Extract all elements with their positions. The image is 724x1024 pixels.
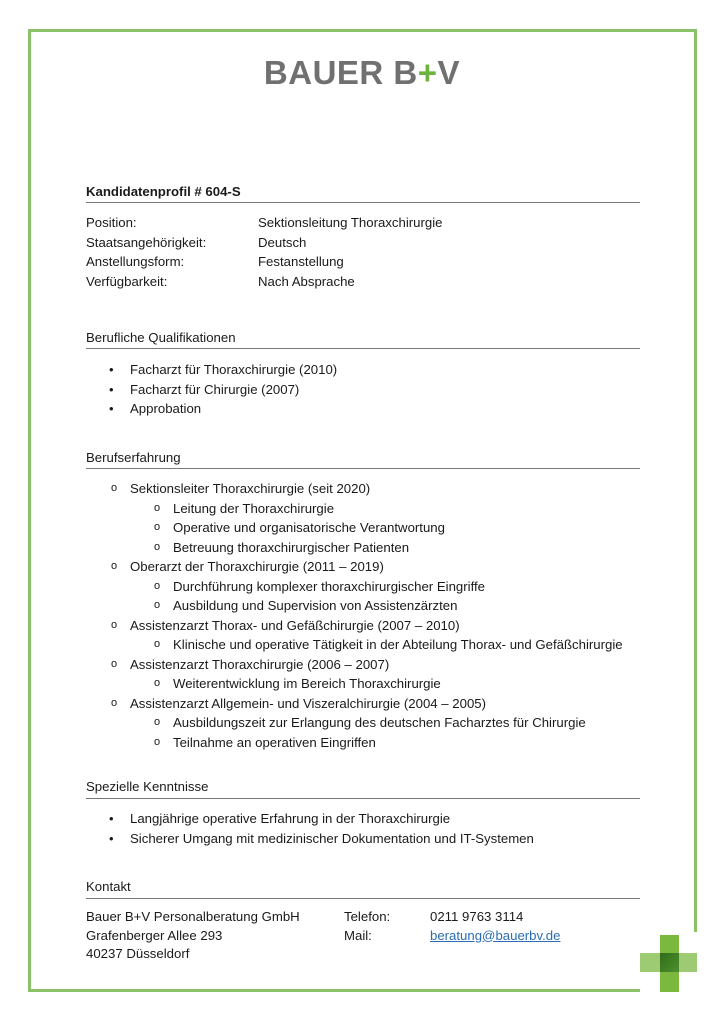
field-value: Festanstellung [258, 254, 344, 269]
profile-title: Kandidatenprofil # 604-S [86, 184, 241, 199]
logo-plus-icon: + [417, 54, 438, 91]
list-item-text: Ausbildungszeit zur Erlangung des deutschen Facharztes für Chirurgie [173, 715, 586, 730]
field-availability [86, 272, 640, 292]
bullet-circle-icon: o [111, 482, 118, 494]
logo-text-left: BAUER B [263, 54, 418, 91]
bullet-circle-icon: o [111, 657, 118, 670]
field-value: Nach Absprache [258, 273, 355, 289]
experience-position [86, 557, 646, 577]
bullet-disc-icon: • [109, 362, 114, 377]
experience-detail [86, 538, 646, 558]
experience-detail [86, 577, 646, 597]
phone-number: 0211 9763 3114 [430, 909, 524, 924]
list-item-text: Betreuung thoraxchirurgischer Patienten [173, 539, 410, 555]
phone-label: Telefon: [344, 909, 391, 924]
bullet-circle-icon: o [154, 599, 161, 611]
frame-border-left [28, 29, 31, 992]
bullet-circle-icon: o [154, 735, 161, 748]
list-item-text: Sektionsleiter Thoraxchirurgie (seit 2020) [130, 481, 371, 496]
cross-center [660, 953, 679, 972]
field-position [86, 213, 640, 233]
skills-divider [86, 798, 640, 799]
experience-detail [86, 713, 646, 733]
bullet-circle-icon: o [154, 677, 161, 689]
list-item-text: Oberarzt der Thoraxchirurgie (2011 – 2019) [130, 559, 384, 574]
list-item-text: Approbation [130, 401, 202, 416]
list-item-text: Assistenzarzt Thorax- und Gefäßchirurgie (2007 – 2010) [130, 617, 460, 633]
bullet-circle-icon: o [111, 696, 118, 709]
list-item-text: Langjährige operative Erfahrung in der Thoraxchirurgie [130, 811, 451, 826]
bullet-circle-icon: o [154, 501, 161, 514]
list-item [86, 399, 646, 419]
contact-heading: Kontakt [86, 879, 131, 894]
list-item-text: Assistenzarzt Allgemein- und Viszeralchirurgie (2004 – 2005) [130, 695, 487, 711]
skills-list [86, 809, 646, 848]
list-item-text: Facharzt für Thoraxchirurgie (2010) [130, 362, 338, 377]
list-item-text: Operative und organisatorische Verantwortung [173, 520, 445, 535]
list-item-text: Weiterentwicklung im Bereich Thoraxchirurgie [173, 676, 441, 691]
bullet-circle-icon: o [154, 716, 161, 728]
field-nationality [86, 233, 640, 253]
contact-company: Bauer B+V Personalberatung GmbH [86, 909, 300, 924]
frame-border-right [694, 29, 697, 932]
experience-detail [86, 674, 646, 694]
list-item-text: Teilnahme an operativen Eingriffen [173, 734, 376, 750]
logo-text-right: V [437, 54, 461, 91]
qualifications-list [86, 360, 646, 419]
list-item [86, 809, 646, 829]
field-label: Anstellungsform: [86, 254, 185, 269]
bullet-circle-icon: o [154, 638, 161, 650]
field-label: Staatsangehörigkeit: [86, 234, 207, 250]
qualifications-divider [86, 348, 640, 349]
experience-position [86, 479, 646, 499]
experience-list [86, 479, 646, 752]
mail-link[interactable]: beratung@bauerbv.de [430, 927, 561, 943]
bullet-circle-icon: o [111, 560, 118, 572]
frame-border-top [28, 29, 697, 32]
list-item-text: Durchführung komplexer thoraxchirurgischer Eingriffe [173, 578, 486, 594]
experience-detail [86, 635, 646, 655]
bullet-disc-icon: • [109, 401, 114, 416]
list-item-text: Facharzt für Chirurgie (2007) [130, 381, 300, 397]
contact-divider [86, 898, 640, 899]
experience-detail [86, 499, 646, 519]
field-value: Deutsch [258, 234, 307, 250]
bullet-circle-icon: o [154, 579, 161, 592]
field-employment-type [86, 252, 640, 272]
list-item [86, 829, 646, 849]
experience-position [86, 694, 646, 714]
bullet-disc-icon: • [109, 811, 114, 826]
bullet-circle-icon: o [154, 521, 161, 533]
bullet-circle-icon: o [111, 618, 118, 631]
mail-label: Mail: [344, 927, 372, 943]
experience-position [86, 655, 646, 675]
bullet-circle-icon: o [154, 540, 161, 553]
bullet-disc-icon: • [109, 830, 114, 846]
list-item [86, 380, 646, 400]
experience-heading: Berufserfahrung [86, 450, 181, 465]
experience-detail [86, 518, 646, 538]
list-item [86, 360, 646, 380]
contact-city: 40237 Düsseldorf [86, 946, 190, 961]
list-item-text: Klinische und operative Tätigkeit in der Abteilung Thorax- und Gefäßchirurgie [173, 637, 623, 652]
title-divider [86, 202, 640, 203]
field-label: Position: [86, 215, 137, 230]
profile-fields [86, 213, 640, 291]
contact-street: Grafenberger Allee 293 [86, 927, 223, 943]
experience-position [86, 616, 646, 636]
company-logo [0, 54, 724, 92]
field-label: Verfügbarkeit: [86, 273, 168, 289]
experience-detail [86, 596, 646, 616]
experience-detail [86, 733, 646, 753]
experience-divider [86, 468, 640, 469]
frame-border-bottom [28, 989, 640, 992]
list-item-text: Sicherer Umgang mit medizinischer Dokumentation und IT-Systemen [130, 830, 534, 846]
field-value: Sektionsleitung Thoraxchirurgie [258, 215, 443, 230]
skills-heading: Spezielle Kenntnisse [86, 779, 209, 794]
bullet-disc-icon: • [109, 381, 114, 397]
qualifications-heading: Berufliche Qualifikationen [86, 330, 236, 345]
list-item-text: Assistenzarzt Thoraxchirurgie (2006 – 2007) [130, 656, 390, 672]
list-item-text: Leitung der Thoraxchirurgie [173, 500, 335, 516]
list-item-text: Ausbildung und Supervision von Assistenzärzten [173, 598, 458, 613]
